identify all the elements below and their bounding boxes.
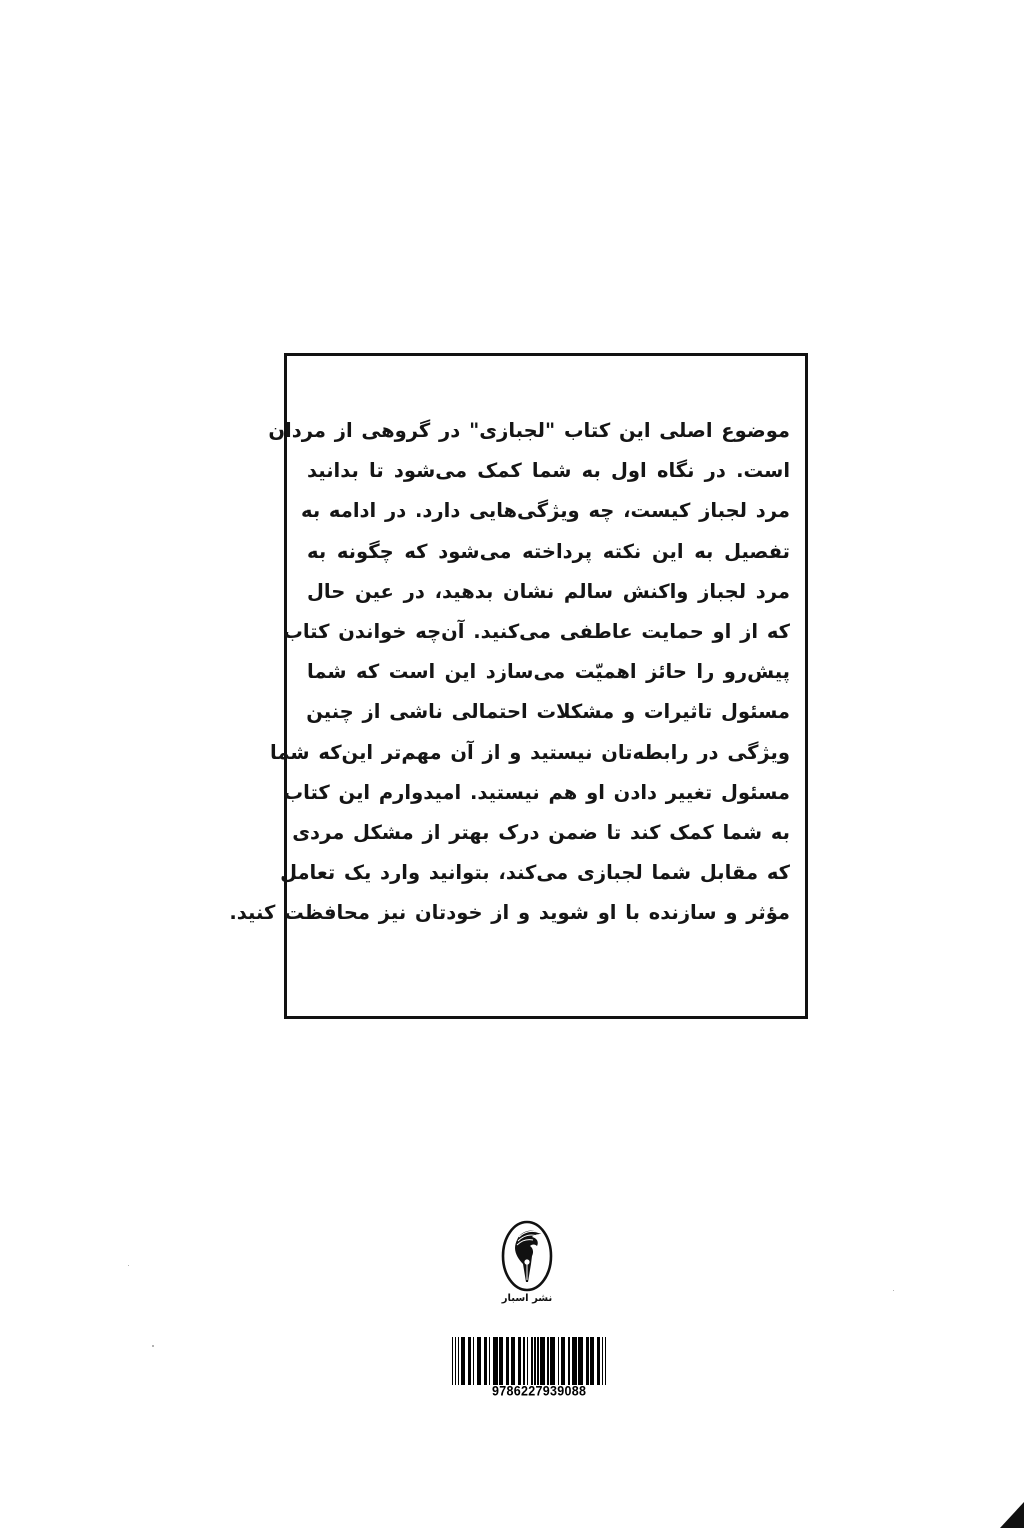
blurb-line: که مقابل شما لجبازی می‌کند، بتوانید وارد یک تعامل: [280, 861, 790, 885]
blurb-line: که از او حمایت عاطفی می‌کنید. آن‌چه خواندن کتاب: [283, 620, 790, 644]
publisher-name: نشر اسبار: [501, 1293, 553, 1304]
blurb-line: ویژگی در رابطه‌تان نیستید و از آن مهم‌تر این‌که شما: [270, 740, 790, 764]
blurb-line: به شما کمک کند تا ضمن درک بهتر از مشکل مردی: [292, 821, 790, 845]
blurb-line: مسئول تغییر دادن او هم نیستید. امیدوارم این کتاب: [283, 780, 790, 804]
blurb-line: مؤثر و سازنده با او شوید و از خودتان نیز محافظت کنید.: [229, 901, 790, 925]
barcode-gap: [606, 1337, 607, 1385]
blurb-text: [229, 411, 790, 934]
isbn-barcode: [452, 1337, 608, 1385]
blurb-line: مسئول تاثیرات و مشکلات احتمالی ناشی از چنین: [306, 700, 790, 724]
blurb-line: موضوع اصلی این کتاب "لجبازی" در گروهی از مردان: [268, 419, 790, 442]
horse-head-pen-nib-oval-icon: [497, 1218, 557, 1298]
blurb-line: تفصیل به این نکته پرداخته می‌شود که چگونه به: [307, 539, 790, 563]
blurb-line: پیش‌رو را حائز اهمیّت می‌سازد این است که شما: [307, 660, 790, 684]
page-corner-shadow: [1000, 1502, 1024, 1528]
blurb-line: مرد لجباز کیست، چه ویژگی‌هایی دارد. در ادامه به: [301, 499, 790, 523]
speck: [152, 1345, 154, 1347]
blurb-frame: [229, 353, 808, 1019]
speck: [128, 1265, 129, 1266]
speck: [893, 1290, 894, 1291]
blurb-line: است. در نگاه اول به شما کمک می‌شود تا بدانید: [307, 459, 790, 483]
isbn-number: 9786227939088: [492, 1383, 587, 1399]
blurb-line: مرد لجباز واکنش سالم نشان بدهید، در عین حال: [307, 579, 790, 603]
